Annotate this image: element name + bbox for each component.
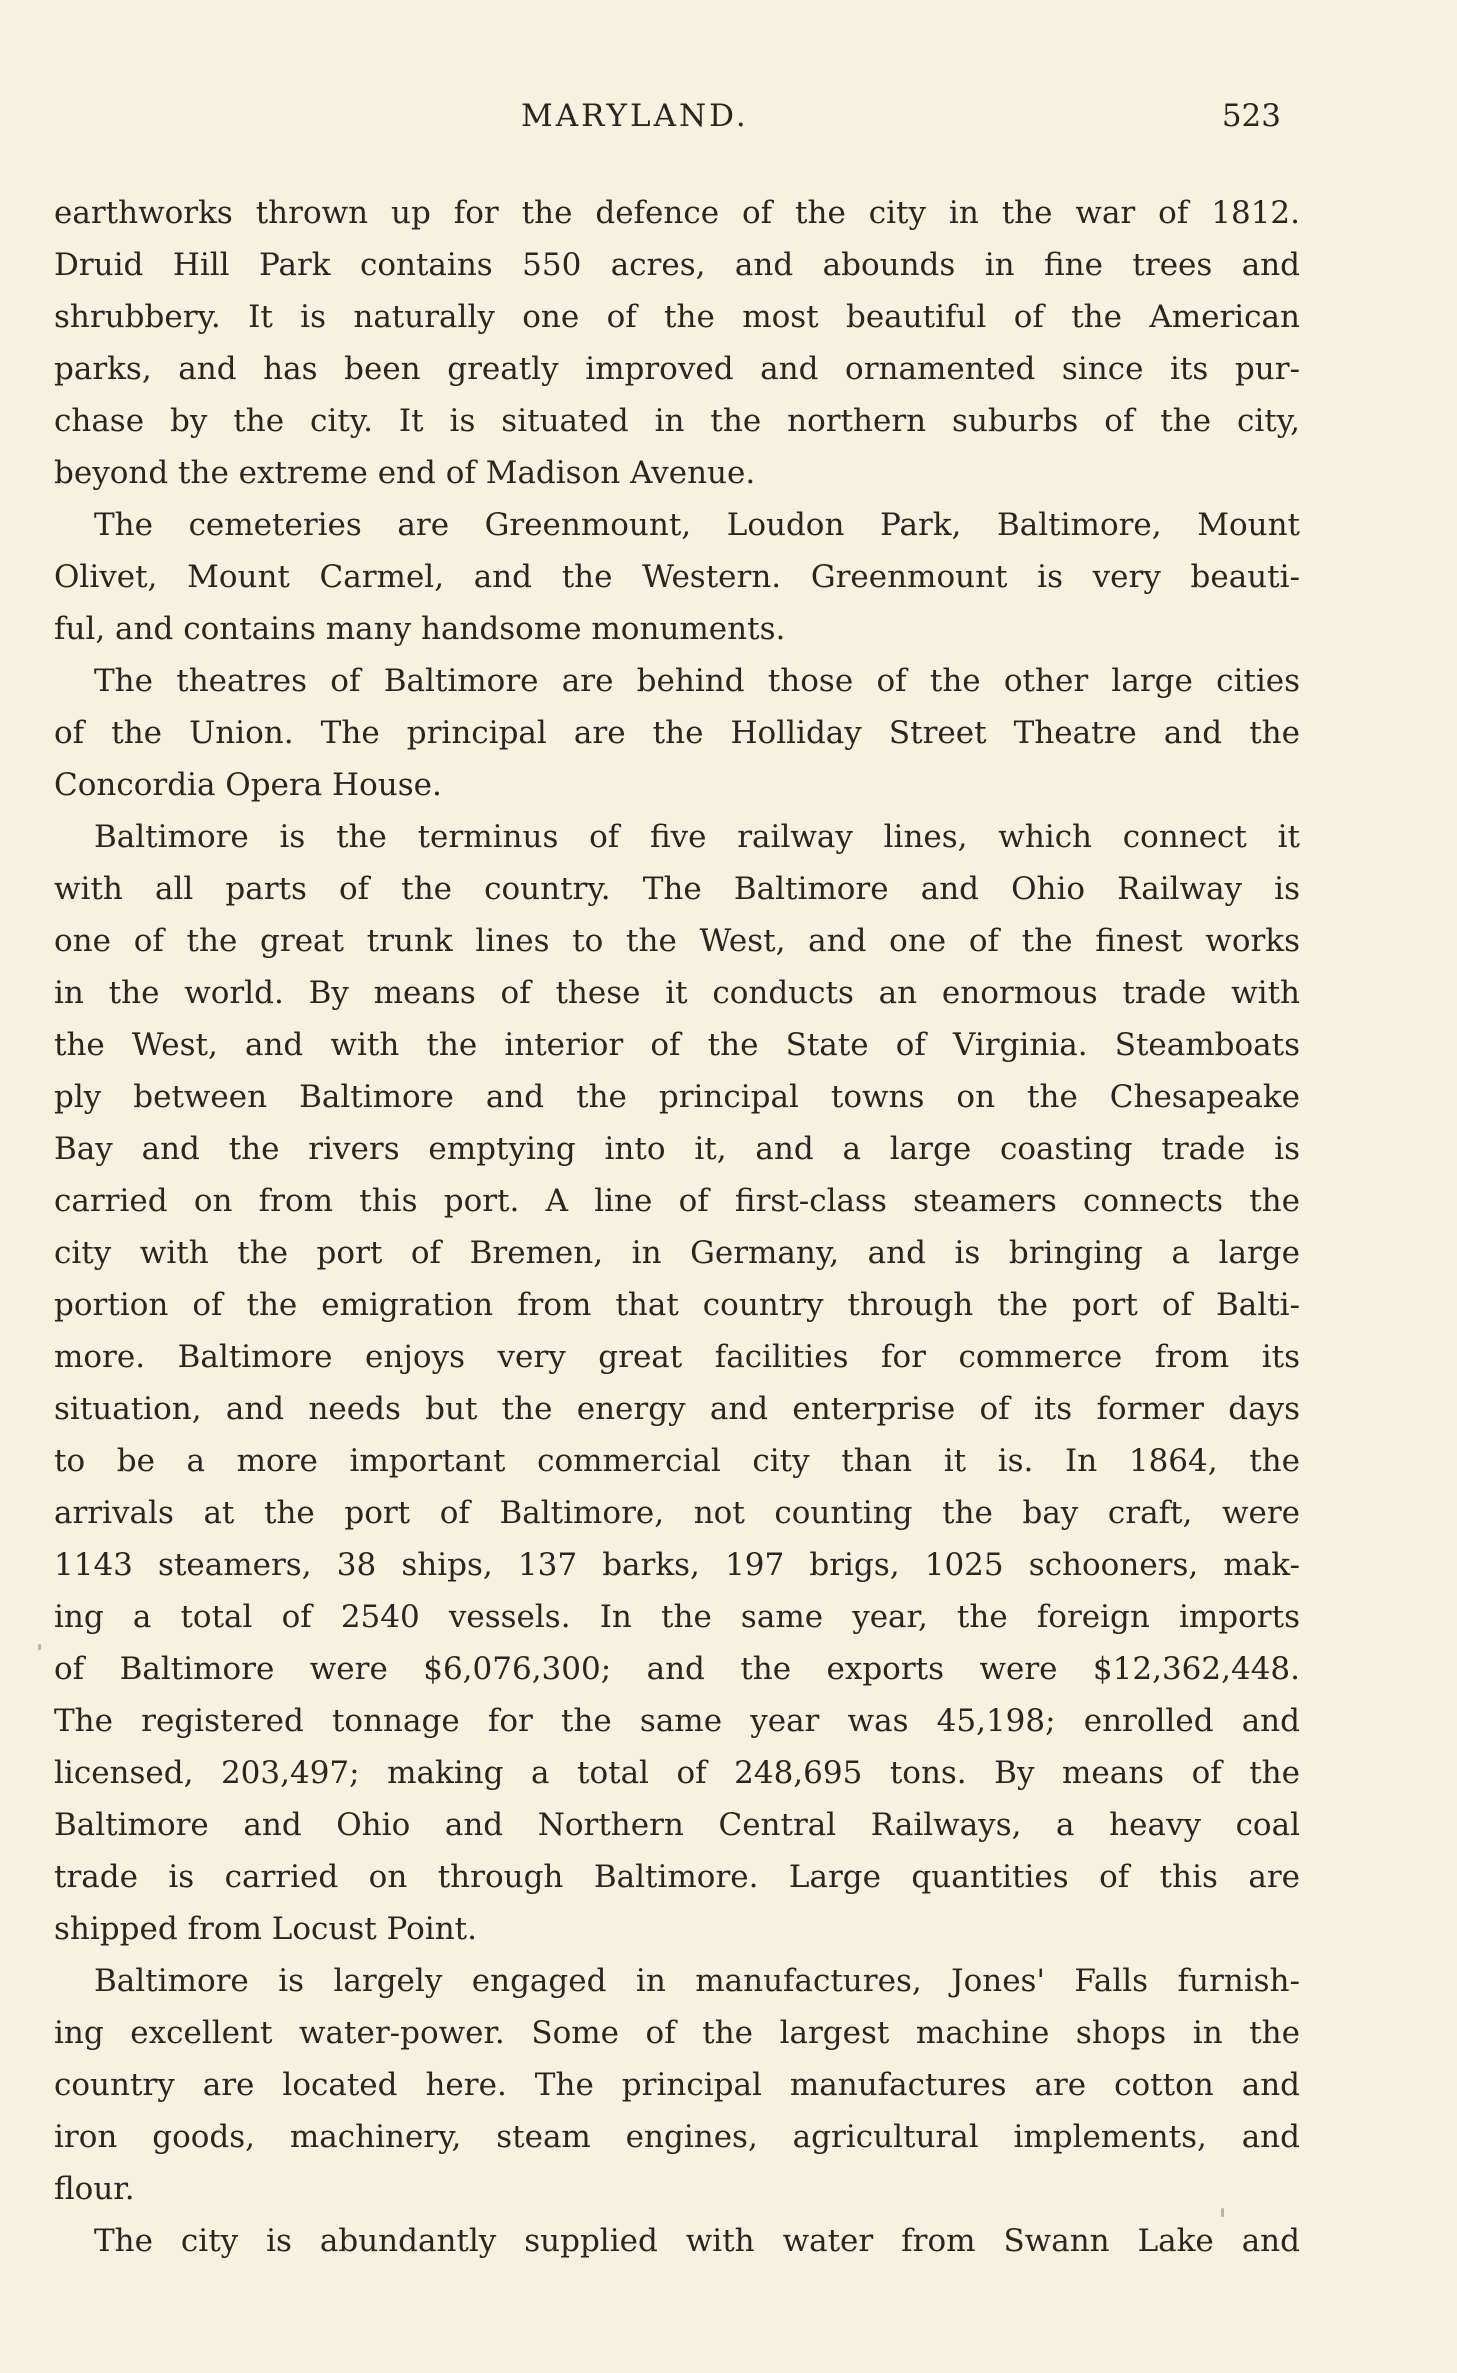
text-line: iron goods, machinery, steam engines, agricultural implements, and [54,2119,1300,2155]
text-line: chase by the city. It is situated in the northern suburbs of the city, [54,403,1300,439]
text-line: The theatres of Baltimore are behind those of the other large cities [94,663,1300,699]
text-line: shrubbery. It is naturally one of the most beautiful of the American [54,299,1300,335]
text-line: carried on from this port. A line of first-class steamers connects the [54,1183,1300,1219]
text-line: The city is abundantly supplied with water from Swann Lake and [94,2223,1300,2259]
text-line: in the world. By means of these it conducts an enormous trade with [54,975,1300,1011]
text-line: shipped from Locust Point. [54,1911,477,1947]
text-line: with all parts of the country. The Baltimore and Ohio Railway is [54,871,1300,907]
text-line: Bay and the rivers emptying into it, and a large coasting trade is [54,1131,1300,1167]
text-line: ing excellent water-power. Some of the largest machine shops in the [54,2015,1300,2051]
text-line: one of the great trunk lines to the West, and one of the finest works [54,923,1300,959]
text-line: Baltimore and Ohio and Northern Central Railways, a heavy coal [54,1807,1300,1843]
text-line: Druid Hill Park contains 550 acres, and abounds in fine trees and [54,247,1300,283]
paper-speck [1221,2208,1224,2217]
text-line: Olivet, Mount Carmel, and the Western. Greenmount is very beauti- [54,559,1300,595]
text-line: ing a total of 2540 vessels. In the same year, the foreign imports [54,1599,1300,1635]
text-line: The cemeteries are Greenmount, Loudon Park, Baltimore, Mount [94,507,1300,543]
text-line: flour. [54,2171,135,2207]
page-header [0,0,1457,150]
paper-speck [38,1644,41,1650]
text-line: earthworks thrown up for the defence of the city in the war of 1812. [54,195,1300,231]
text-line: more. Baltimore enjoys very great facilities for commerce from its [54,1339,1300,1375]
text-line: portion of the emigration from that country through the port of Balti- [54,1287,1300,1323]
text-line: the West, and with the interior of the State of Virginia. Steamboats [54,1027,1300,1063]
text-line: trade is carried on through Baltimore. Large quantities of this are [54,1859,1300,1895]
text-line: ply between Baltimore and the principal towns on the Chesapeake [54,1079,1300,1115]
text-line: arrivals at the port of Baltimore, not counting the bay craft, were [54,1495,1300,1531]
text-line: of the Union. The principal are the Holliday Street Theatre and the [54,715,1300,751]
body-text [54,187,1300,2267]
text-line: The registered tonnage for the same year was 45,198; enrolled and [54,1703,1300,1739]
text-line: situation, and needs but the energy and enterprise of its former days [54,1391,1300,1427]
text-line: Concordia Opera House. [54,767,442,803]
text-line: of Baltimore were $6,076,300; and the exports were $12,362,448. [54,1651,1300,1687]
text-line: 1143 steamers, 38 ships, 137 barks, 197 brigs, 1025 schooners, mak- [54,1547,1300,1583]
text-line: Baltimore is largely engaged in manufactures, Jones' Falls furnish- [94,1963,1300,1999]
text-line: Baltimore is the terminus of five railway lines, which connect it [94,819,1300,855]
text-line: beyond the extreme end of Madison Avenue. [54,455,756,491]
text-line: parks, and has been greatly improved and ornamented since its pur- [54,351,1300,387]
text-line: licensed, 203,497; making a total of 248,695 tons. By means of the [54,1755,1300,1791]
text-line: city with the port of Bremen, in Germany, and is bringing a large [54,1235,1300,1271]
text-line: to be a more important commercial city than it is. In 1864, the [54,1443,1300,1479]
page-number: 523 [1221,98,1281,134]
text-line: country are located here. The principal manufactures are cotton and [54,2067,1300,2103]
running-head-title: MARYLAND. [521,98,749,134]
text-line: ful, and contains many handsome monuments. [54,611,786,647]
